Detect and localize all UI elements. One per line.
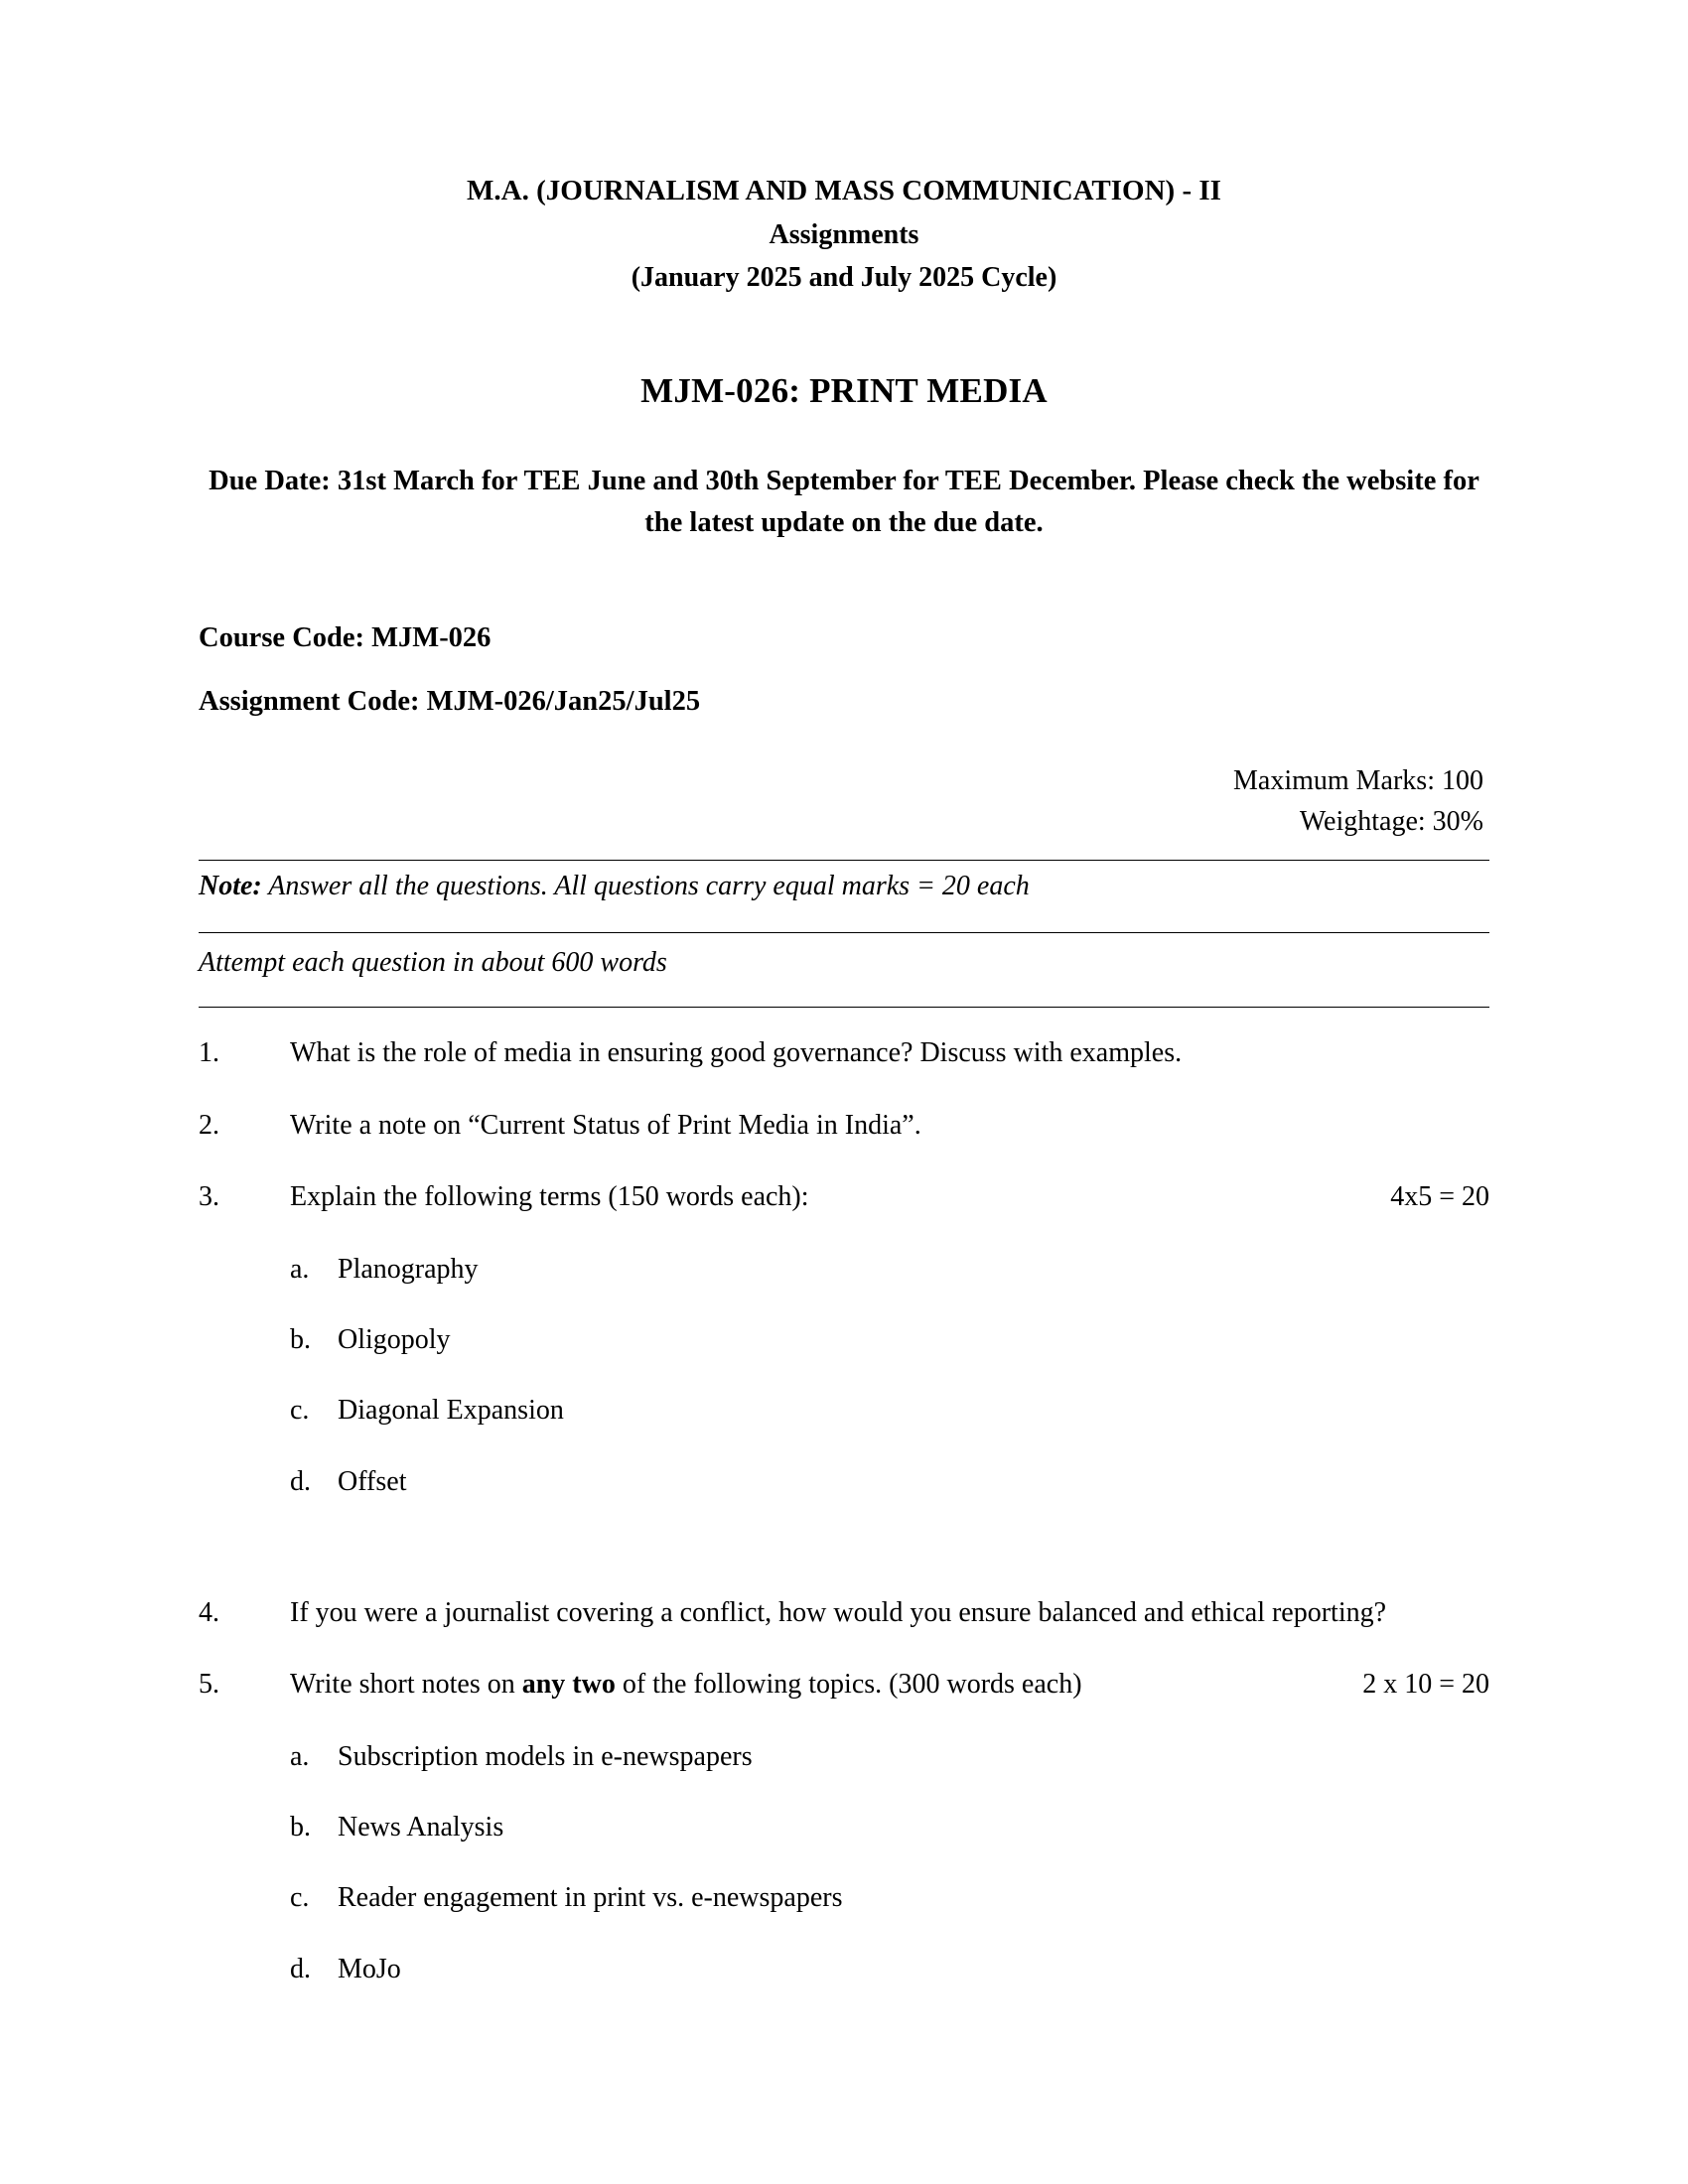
course-title: MJM-026: PRINT MEDIA	[640, 370, 1048, 410]
list-item	[290, 1737, 1489, 1776]
course-code: Course Code: MJM-026	[199, 622, 492, 654]
question-marks: 2 x 10 = 20	[1362, 1668, 1489, 1700]
question-text: Explain the following terms (150 words each):	[290, 1180, 809, 1212]
subitem-label: c.	[290, 1882, 310, 1914]
spacer	[199, 1566, 1489, 1593]
question-text: If you were a journalist covering a conflict, how would you ensure balanced and ethical reporting?	[290, 1596, 1387, 1628]
question-text-emphasis: any two	[521, 1668, 616, 1700]
assignment-cycle: (January 2025 and July 2025 Cycle)	[631, 262, 1057, 294]
question-item	[199, 1033, 1489, 1072]
question-text: Write a note on “Current Status of Print Media in India”.	[290, 1109, 921, 1141]
question-number: 2.	[199, 1109, 219, 1141]
attempt-instruction: Attempt each question in about 600 words	[199, 947, 667, 979]
list-item	[290, 1391, 1489, 1430]
note-line	[199, 861, 1489, 914]
subitem-label: a.	[290, 1253, 310, 1285]
assignment-code: Assignment Code: MJM-026/Jan25/Jul25	[199, 686, 701, 718]
question-text-after: of the following topics. (300 words each)	[615, 1668, 1082, 1700]
subitem-label: a.	[290, 1741, 310, 1773]
list-item	[290, 1808, 1489, 1846]
question-text	[290, 1665, 1082, 1704]
question-marks: 4x5 = 20	[1390, 1180, 1489, 1212]
subitem-label: b.	[290, 1812, 311, 1843]
subitem-label: b.	[290, 1324, 311, 1356]
question-text-before: Write short notes on	[290, 1668, 522, 1700]
subitem-text: Reader engagement in print vs. e-newspapers	[338, 1882, 843, 1914]
maximum-marks: Maximum Marks: 100	[1233, 765, 1483, 797]
question-number: 1.	[199, 1037, 219, 1069]
question-item	[199, 1177, 1489, 1533]
list-item	[290, 1878, 1489, 1917]
due-date-notice: Due Date: 31st March for TEE June and 30th September for TEE December. Please check the website for the latest update on the due date.	[209, 465, 1479, 539]
list-item	[290, 1462, 1489, 1501]
question-number: 4.	[199, 1596, 219, 1628]
question-number: 3.	[199, 1180, 219, 1212]
question-item	[199, 1593, 1489, 1632]
subitem-label: d.	[290, 1953, 311, 1984]
weightage: Weightage: 30%	[1299, 805, 1483, 837]
course-meta	[199, 622, 1489, 718]
question-subitems	[290, 1250, 1489, 1501]
questions-list	[199, 1033, 1489, 2019]
subitem-text: Oligopoly	[338, 1324, 451, 1356]
assignment-type: Assignments	[769, 218, 919, 250]
question-item	[199, 1106, 1489, 1145]
subitem-label: c.	[290, 1395, 310, 1427]
question-number: 5.	[199, 1668, 219, 1700]
question-item	[199, 1665, 1489, 2020]
subitem-text: MoJo	[338, 1953, 401, 1984]
subitem-text: Subscription models in e-newspapers	[338, 1741, 753, 1773]
subitem-text: Diagonal Expansion	[338, 1395, 564, 1427]
list-item	[290, 1320, 1489, 1359]
document-header	[199, 169, 1489, 300]
subitem-text: Offset	[338, 1465, 407, 1497]
list-item	[290, 1950, 1489, 1988]
question-subitems	[290, 1737, 1489, 1988]
subitem-text: News Analysis	[338, 1812, 504, 1843]
subitem-text: Planography	[338, 1253, 479, 1285]
divider-bottom	[199, 1007, 1489, 1008]
marks-info	[199, 761, 1489, 842]
programme-title: M.A. (JOURNALISM AND MASS COMMUNICATION) - II	[467, 175, 1221, 206]
list-item	[290, 1250, 1489, 1289]
note-label: Note:	[199, 871, 262, 902]
question-text: What is the role of media in ensuring good governance? Discuss with examples.	[290, 1037, 1183, 1069]
note-text: Answer all the questions. All questions carry equal marks = 20 each	[261, 871, 1030, 902]
subitem-label: d.	[290, 1465, 311, 1497]
